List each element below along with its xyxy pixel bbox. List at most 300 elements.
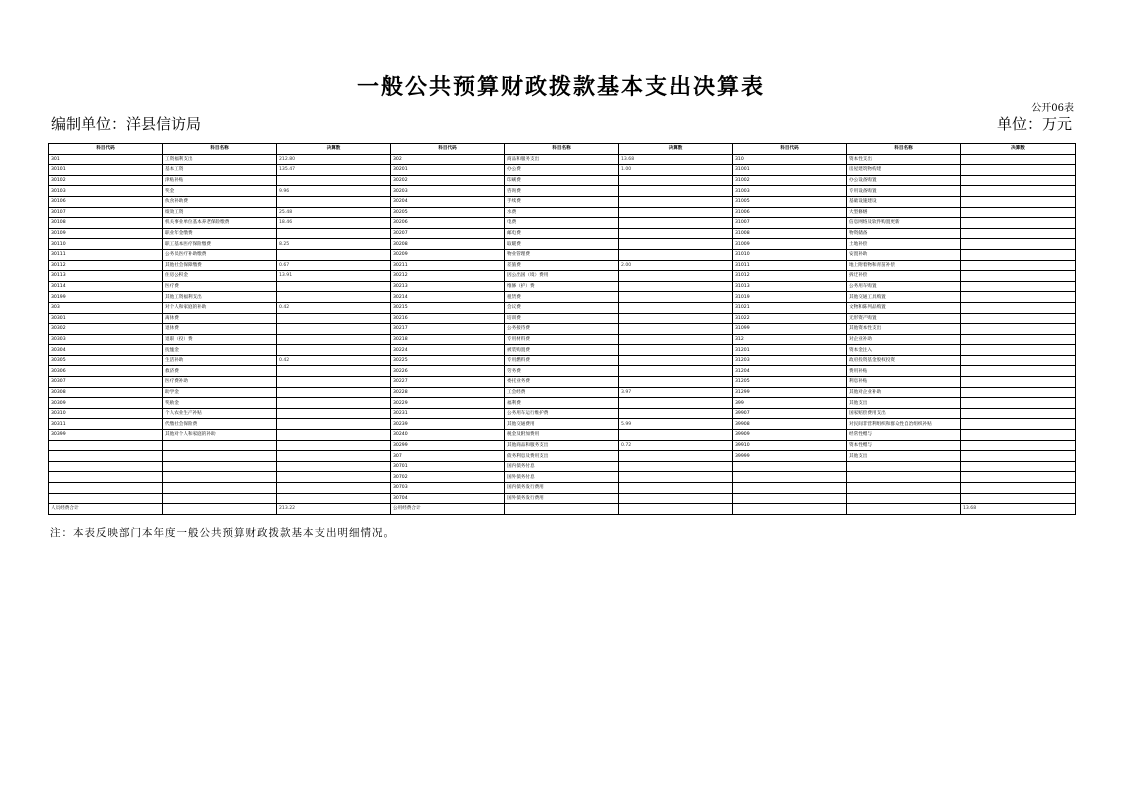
table-cell (49, 451, 163, 462)
table-cell: 30703 (391, 483, 505, 494)
table-cell (277, 472, 391, 483)
table-cell (49, 461, 163, 472)
table-cell: 机关事业单位基本养老保险缴费 (163, 218, 277, 229)
table-cell (277, 249, 391, 260)
table-cell (619, 207, 733, 218)
table-cell: 30240 (391, 430, 505, 441)
table-cell: 30207 (391, 228, 505, 239)
table-cell (961, 472, 1076, 483)
table-cell: 资本金注入 (847, 345, 961, 356)
table-cell: 福利费 (505, 398, 619, 409)
table-cell: 医疗费 (163, 281, 277, 292)
table-cell (277, 228, 391, 239)
table-cell: 退休费 (163, 324, 277, 335)
table-cell (277, 196, 391, 207)
table-cell: 31001 (733, 165, 847, 176)
table-cell: 135.47 (277, 165, 391, 176)
table-cell: 30399 (49, 430, 163, 441)
table-cell: 离休费 (163, 313, 277, 324)
table-cell: 无形资产购置 (847, 313, 961, 324)
table-cell: 30304 (49, 345, 163, 356)
table-cell (619, 430, 733, 441)
page-title: 一般公共预算财政拨款基本支出决算表 (356, 74, 765, 100)
table-cell (961, 175, 1076, 186)
table-cell: 30209 (391, 249, 505, 260)
table-cell: 委托业务费 (505, 377, 619, 388)
table-row (49, 419, 1076, 430)
table-cell (49, 440, 163, 451)
table-cell: 30226 (391, 366, 505, 377)
table-cell: 信息网络及软件购置更新 (847, 218, 961, 229)
table-cell: 文物和陈列品购置 (847, 302, 961, 313)
table-cell: 31009 (733, 239, 847, 250)
table-cell (277, 313, 391, 324)
table-header-row (49, 144, 1076, 155)
table-row (49, 440, 1076, 451)
totals-cell: 213.22 (277, 504, 391, 515)
table-cell: 职业年金缴费 (163, 228, 277, 239)
table-cell: 其他社会保障缴费 (163, 260, 277, 271)
table-cell (277, 419, 391, 430)
table-cell (961, 313, 1076, 324)
table-row (49, 334, 1076, 345)
table-cell: 30114 (49, 281, 163, 292)
table-cell: 312 (733, 334, 847, 345)
table-cell: 31008 (733, 228, 847, 239)
table-cell (961, 154, 1076, 165)
table-cell: 国外债务付息 (505, 472, 619, 483)
table-cell: 取暖费 (505, 239, 619, 250)
table-cell (961, 355, 1076, 366)
table-cell: 办公费 (505, 165, 619, 176)
table-cell (961, 228, 1076, 239)
table-cell (961, 366, 1076, 377)
table-cell: 31022 (733, 313, 847, 324)
table-cell (619, 249, 733, 260)
table-cell (163, 472, 277, 483)
table-cell: 13.68 (619, 154, 733, 165)
table-cell: 对民间非营利组织和群众性自治组织补贴 (847, 419, 961, 430)
table-row (49, 451, 1076, 462)
totals-cell: 13.68 (961, 504, 1076, 515)
table-cell: 30206 (391, 218, 505, 229)
table-cell: 退职（役）费 (163, 334, 277, 345)
table-cell (277, 377, 391, 388)
table-cell: 助学金 (163, 387, 277, 398)
table-cell: 差旅费 (505, 260, 619, 271)
table-cell: 物资储备 (847, 228, 961, 239)
table-cell: 30212 (391, 271, 505, 282)
table-cell: 住房公积金 (163, 271, 277, 282)
table-cell: 专用设备购置 (847, 186, 961, 197)
table-cell: 30110 (49, 239, 163, 250)
table-cell (277, 440, 391, 451)
table-cell: 30303 (49, 334, 163, 345)
table-cell: 30107 (49, 207, 163, 218)
table-cell: 31006 (733, 207, 847, 218)
table-cell (277, 408, 391, 419)
table-cell: 30225 (391, 355, 505, 366)
table-cell (847, 472, 961, 483)
table-cell: 维修（护）费 (505, 281, 619, 292)
table-cell (619, 334, 733, 345)
table-cell: 30217 (391, 324, 505, 335)
table-cell (619, 345, 733, 356)
table-cell: 税金及附加费用 (505, 430, 619, 441)
table-cell: 30299 (391, 440, 505, 451)
table-cell (961, 398, 1076, 409)
table-row (49, 302, 1076, 313)
table-cell: 30113 (49, 271, 163, 282)
table-cell (619, 366, 733, 377)
table-cell (961, 408, 1076, 419)
table-cell (961, 493, 1076, 504)
table-cell: 公务用车购置 (847, 281, 961, 292)
table-cell: 0.72 (619, 440, 733, 451)
table-cell (277, 334, 391, 345)
table-cell: 会议费 (505, 302, 619, 313)
table-row (49, 313, 1076, 324)
table-cell (961, 292, 1076, 303)
table-row (49, 292, 1076, 303)
table-cell: 其他交通工具购置 (847, 292, 961, 303)
table-cell: 30704 (391, 493, 505, 504)
table-cell: 30224 (391, 345, 505, 356)
table-cell: 31204 (733, 366, 847, 377)
table-cell (619, 461, 733, 472)
table-cell: 30305 (49, 355, 163, 366)
table-cell: 3.97 (619, 387, 733, 398)
table-cell (961, 218, 1076, 229)
table-cell: 水费 (505, 207, 619, 218)
table-cell: 代缴社会保险费 (163, 419, 277, 430)
table-cell: 奖金 (163, 186, 277, 197)
table-row (49, 461, 1076, 472)
table-cell (619, 218, 733, 229)
table-cell: 30199 (49, 292, 163, 303)
table-cell: 30204 (391, 196, 505, 207)
table-cell: 公务员医疗补助缴费 (163, 249, 277, 260)
table-cell: 其他支出 (847, 451, 961, 462)
table-cell: 30302 (49, 324, 163, 335)
table-cell: 39909 (733, 430, 847, 441)
table-cell (49, 472, 163, 483)
table-cell (619, 196, 733, 207)
table-cell: 31010 (733, 249, 847, 260)
table-cell: 电费 (505, 218, 619, 229)
table-cell: 基本工资 (163, 165, 277, 176)
totals-cell (163, 504, 277, 515)
table-cell: 其他交通费用 (505, 419, 619, 430)
table-cell: 生活补助 (163, 355, 277, 366)
table-cell (277, 461, 391, 472)
table-cell (619, 228, 733, 239)
totals-cell (619, 504, 733, 515)
table-cell: 因公出国（境）费用 (505, 271, 619, 282)
table-cell (619, 472, 733, 483)
table-cell (277, 493, 391, 504)
table-cell: 费用补贴 (847, 366, 961, 377)
table-cell (49, 483, 163, 494)
table-cell: 302 (391, 154, 505, 165)
table-row (49, 398, 1076, 409)
table-cell (163, 483, 277, 494)
table-row (49, 249, 1076, 260)
table-cell (277, 281, 391, 292)
table-cell: 30203 (391, 186, 505, 197)
table-cell (619, 493, 733, 504)
table-cell (277, 292, 391, 303)
table-cell (961, 186, 1076, 197)
table-row (49, 281, 1076, 292)
table-cell (847, 461, 961, 472)
table-cell: 利息补贴 (847, 377, 961, 388)
table-cell (733, 472, 847, 483)
table-cell: 39910 (733, 440, 847, 451)
table-cell (619, 324, 733, 335)
table-cell (961, 165, 1076, 176)
table-cell: 31003 (733, 186, 847, 197)
table-cell: 30215 (391, 302, 505, 313)
column-header: 科目代码 (49, 144, 163, 155)
table-cell: 工资福利支出 (163, 154, 277, 165)
table-cell (277, 451, 391, 462)
table-cell: 国外债务发行费用 (505, 493, 619, 504)
table-cell: 资本性支出 (847, 154, 961, 165)
table-cell (277, 366, 391, 377)
totals-cell (733, 504, 847, 515)
table-cell: 培训费 (505, 313, 619, 324)
table-row (49, 239, 1076, 250)
table-cell: 债务利息及费用支出 (505, 451, 619, 462)
table-cell: 职工基本医疗保险缴费 (163, 239, 277, 250)
table-cell: 手续费 (505, 196, 619, 207)
table-cell: 基础设施建设 (847, 196, 961, 207)
table-cell: 30308 (49, 387, 163, 398)
table-cell: 其他工资福利支出 (163, 292, 277, 303)
table-cell: 0.67 (277, 260, 391, 271)
table-cell: 个人农业生产补贴 (163, 408, 277, 419)
table-cell: 31007 (733, 218, 847, 229)
table-cell: 其他对个人和家庭的补助 (163, 430, 277, 441)
table-cell (619, 175, 733, 186)
table-cell (961, 483, 1076, 494)
table-row (49, 493, 1076, 504)
table-cell (961, 249, 1076, 260)
table-cell: 30108 (49, 218, 163, 229)
totals-cell: 人员经费合计 (49, 504, 163, 515)
table-cell (961, 387, 1076, 398)
table-cell: 专用材料费 (505, 334, 619, 345)
table-row (49, 228, 1076, 239)
column-header: 科目代码 (391, 144, 505, 155)
table-cell: 邮电费 (505, 228, 619, 239)
table-cell: 30211 (391, 260, 505, 271)
table-cell: 30227 (391, 377, 505, 388)
table-cell: 30216 (391, 313, 505, 324)
table-cell (277, 398, 391, 409)
table-cell: 30208 (391, 239, 505, 250)
table-cell: 国内债务发行费用 (505, 483, 619, 494)
table-cell: 国内债务付息 (505, 461, 619, 472)
table-cell: 劳务费 (505, 366, 619, 377)
table-cell: 31021 (733, 302, 847, 313)
table-cell (619, 355, 733, 366)
table-cell (49, 493, 163, 504)
table-row (49, 345, 1076, 356)
column-header: 科目名称 (163, 144, 277, 155)
table-row (49, 483, 1076, 494)
table-cell: 其他资本性支出 (847, 324, 961, 335)
table-cell: 31013 (733, 281, 847, 292)
table-cell: 303 (49, 302, 163, 313)
form-number: 公开06表 (1031, 103, 1074, 114)
table-cell: 31203 (733, 355, 847, 366)
table-cell: 30214 (391, 292, 505, 303)
table-cell: 大型修缮 (847, 207, 961, 218)
table-row (49, 207, 1076, 218)
table-row (49, 186, 1076, 197)
table-row (49, 355, 1076, 366)
totals-cell: 公用经费合计 (391, 504, 505, 515)
totals-cell (505, 504, 619, 515)
table-cell (961, 271, 1076, 282)
table-cell: 土地补偿 (847, 239, 961, 250)
table-cell: 31019 (733, 292, 847, 303)
table-cell: 救济费 (163, 366, 277, 377)
table-cell: 绩效工资 (163, 207, 277, 218)
table-cell (733, 483, 847, 494)
column-header: 决算数 (961, 144, 1076, 155)
table-cell: 30702 (391, 472, 505, 483)
table-cell (277, 324, 391, 335)
table-row (49, 472, 1076, 483)
table-cell (961, 419, 1076, 430)
table-cell: 印刷费 (505, 175, 619, 186)
table-cell: 18.46 (277, 218, 391, 229)
table-cell (277, 175, 391, 186)
table-cell: 国家赔偿费用支出 (847, 408, 961, 419)
table-cell: 经常性赠与 (847, 430, 961, 441)
table-cell: 30228 (391, 387, 505, 398)
table-row (49, 366, 1076, 377)
table-row (49, 377, 1076, 388)
totals-cell (847, 504, 961, 515)
table-cell (961, 377, 1076, 388)
table-cell: 30229 (391, 398, 505, 409)
table-cell: 30239 (391, 419, 505, 430)
org-unit: 编制单位：洋县信访局 (51, 115, 202, 133)
table-row (49, 165, 1076, 176)
table-cell (961, 260, 1076, 271)
table-cell (847, 493, 961, 504)
table-cell: 租赁费 (505, 292, 619, 303)
table-row (49, 175, 1076, 186)
table-cell: 物业管理费 (505, 249, 619, 260)
table-cell (619, 186, 733, 197)
table-row (49, 218, 1076, 229)
table-cell: 31005 (733, 196, 847, 207)
table-cell (619, 451, 733, 462)
table-cell: 30311 (49, 419, 163, 430)
table-cell: 39999 (733, 451, 847, 462)
table-cell: 30101 (49, 165, 163, 176)
table-cell: 专用燃料费 (505, 355, 619, 366)
totals-row (49, 504, 1076, 515)
table-cell: 301 (49, 154, 163, 165)
table-cell: 公务用车运行维护费 (505, 408, 619, 419)
table-cell (619, 302, 733, 313)
table-cell (961, 451, 1076, 462)
table-cell: 30103 (49, 186, 163, 197)
table-cell (619, 408, 733, 419)
table-cell (961, 239, 1076, 250)
table-cell (163, 493, 277, 504)
table-cell: 31002 (733, 175, 847, 186)
table-cell (961, 196, 1076, 207)
table-cell (961, 334, 1076, 345)
column-header: 科目名称 (847, 144, 961, 155)
table-cell: 13.91 (277, 271, 391, 282)
table-cell (619, 281, 733, 292)
table-cell: 31205 (733, 377, 847, 388)
table-cell (163, 461, 277, 472)
table-cell: 30310 (49, 408, 163, 419)
table-cell: 31012 (733, 271, 847, 282)
table-cell (961, 430, 1076, 441)
table-row (49, 387, 1076, 398)
table-cell: 对企业补助 (847, 334, 961, 345)
table-cell (619, 292, 733, 303)
table-cell: 0.42 (277, 355, 391, 366)
column-header: 科目名称 (505, 144, 619, 155)
table-cell: 地上附着物和青苗补偿 (847, 260, 961, 271)
table-cell: 其他商品和服务支出 (505, 440, 619, 451)
table-row (49, 271, 1076, 282)
table-cell (277, 387, 391, 398)
table-cell: 31201 (733, 345, 847, 356)
table-cell (961, 207, 1076, 218)
table-cell (961, 302, 1076, 313)
table-cell: 212.80 (277, 154, 391, 165)
table-cell (277, 345, 391, 356)
column-header: 决算数 (277, 144, 391, 155)
table-cell: 307 (391, 451, 505, 462)
table-cell: 商品和服务支出 (505, 154, 619, 165)
table-cell: 抚恤金 (163, 345, 277, 356)
table-cell: 被装购置费 (505, 345, 619, 356)
table-cell (961, 345, 1076, 356)
table-cell: 其他对企业补助 (847, 387, 961, 398)
table-cell: 咨询费 (505, 186, 619, 197)
table-cell: 2.00 (619, 260, 733, 271)
table-cell: 30218 (391, 334, 505, 345)
table-cell (619, 398, 733, 409)
table-row (49, 154, 1076, 165)
table-cell: 30213 (391, 281, 505, 292)
table-cell: 9.96 (277, 186, 391, 197)
table-cell: 25.48 (277, 207, 391, 218)
budget-table (48, 143, 1076, 515)
table-cell (847, 483, 961, 494)
table-row (49, 408, 1076, 419)
table-cell: 30202 (391, 175, 505, 186)
table-cell: 31011 (733, 260, 847, 271)
table-cell: 办公设备购置 (847, 175, 961, 186)
table-cell: 310 (733, 154, 847, 165)
table-cell (277, 430, 391, 441)
table-row (49, 260, 1076, 271)
